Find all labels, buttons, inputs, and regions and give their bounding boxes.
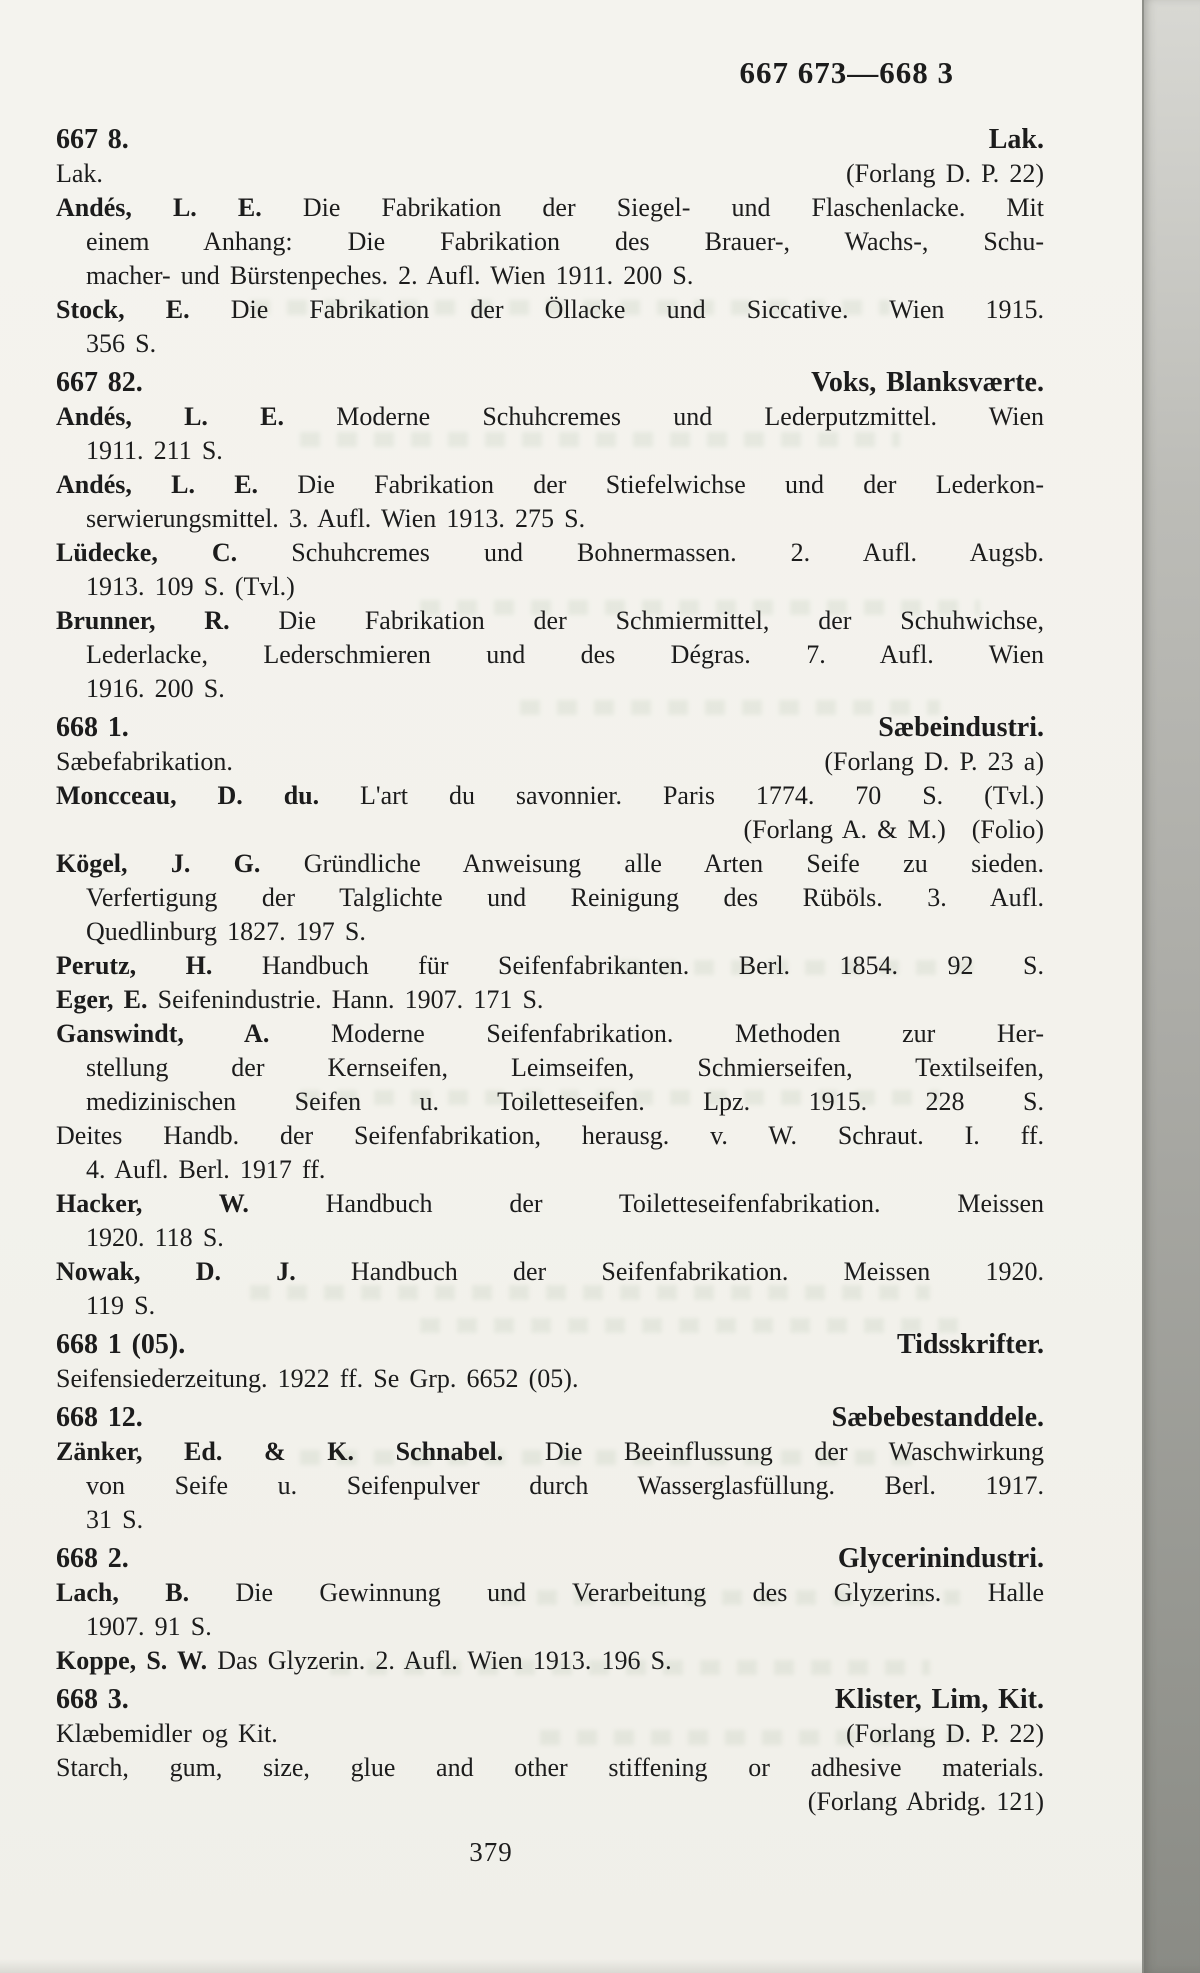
- running-head: 667 673—668 3: [739, 55, 954, 90]
- subject-label: Klæbemidler og Kit.: [56, 1719, 278, 1748]
- section-number: 668 3.: [56, 1684, 129, 1715]
- page-footer: [56, 1835, 1044, 1869]
- section-number: 668 12.: [56, 1402, 143, 1433]
- entry-text: einem Anhang: Die Fabrikation des Brauer-, Wachs-, Schu-: [86, 227, 1044, 256]
- entry-author: Lüdecke, C.: [56, 538, 238, 567]
- entry-line: [56, 1435, 1044, 1469]
- subject-label: Lak.: [56, 159, 103, 188]
- section-title: Glycerinindustri.: [837, 1543, 1044, 1574]
- section-heading-row: [56, 366, 1044, 400]
- entry-author: Nowak, D. J.: [56, 1257, 296, 1286]
- entry-text: 1911. 211 S.: [86, 436, 223, 465]
- entry-line: [56, 570, 1044, 604]
- entry-text: von Seife u. Seifenpulver durch Wasserglasfüllung. Berl. 1917.: [86, 1471, 1044, 1500]
- entry-line: [56, 1469, 1044, 1503]
- entry-text: Seifenindustrie. Hann. 1907. 171 S.: [147, 985, 544, 1014]
- section-heading-row: [56, 1328, 1044, 1362]
- entry-line: [56, 604, 1044, 638]
- entry-text: Starch, gum, size, glue and other stiffening or adhesive materials.: [56, 1753, 1044, 1782]
- entry-text: Gründliche Anweisung alle Arten Seife zu sieden.: [260, 849, 1044, 878]
- entry-text: 119 S.: [86, 1291, 156, 1320]
- entry-line: [56, 536, 1044, 570]
- entry-line: [56, 1187, 1044, 1221]
- entry-text: (Forlang A. & M.) (Folio): [743, 815, 1044, 844]
- section-heading-row: [56, 1683, 1044, 1717]
- entry-line: [56, 847, 1044, 881]
- section-heading-row: [56, 123, 1044, 157]
- entry-line: [56, 502, 1044, 536]
- entry-text: serwierungsmittel. 3. Aufl. Wien 1913. 275 S.: [86, 504, 586, 533]
- entry-line: [56, 1017, 1044, 1051]
- entry-line: [56, 1119, 1044, 1153]
- entry-line: [56, 1051, 1044, 1085]
- entry-line: [56, 434, 1044, 468]
- entry-text: Die Fabrikation der Siegel- und Flaschenlacke. Mit: [261, 193, 1044, 222]
- entry-line: [56, 915, 1044, 949]
- section-title: Klister, Lim, Kit.: [834, 1684, 1044, 1715]
- entry-author: Kögel, J. G.: [56, 849, 261, 878]
- section-number: 668 1.: [56, 712, 129, 743]
- entry-text: Deites Handb. der Seifenfabrikation, herausg. v. W. Schraut. I. ff.: [56, 1121, 1044, 1150]
- entry-line: [56, 881, 1044, 915]
- entry-text: Seifensiederzeitung. 1922 ff. Se Grp. 6652 (05).: [56, 1364, 579, 1393]
- entry-text: Quedlinburg 1827. 197 S.: [86, 917, 366, 946]
- entry-line: [56, 1221, 1044, 1255]
- entry-line: [56, 779, 1044, 813]
- entry-text: (Forlang Abridg. 121): [807, 1787, 1044, 1816]
- section-number: 667 8.: [56, 124, 129, 155]
- entry-text: Die Beeinflussung der Waschwirkung: [503, 1437, 1044, 1466]
- section-number: 667 82.: [56, 367, 143, 398]
- entry-author: Andés, L. E.: [56, 470, 259, 499]
- entry-line: [56, 1785, 1044, 1819]
- entry-line: [56, 672, 1044, 706]
- entry-text: 1913. 109 S. (Tvl.): [86, 572, 295, 601]
- entry-line: [56, 293, 1044, 327]
- section-title: Lak.: [988, 124, 1044, 155]
- entry-line: [56, 1153, 1044, 1187]
- scan-bottom-shadow: [0, 1959, 1200, 1973]
- bibliography-list: [56, 123, 1044, 1819]
- entry-text: macher- und Bürstenpeches. 2. Aufl. Wien 1911. 200 S.: [86, 261, 694, 290]
- entry-line: [56, 225, 1044, 259]
- entry-text: Lederlacke, Lederschmieren und des Dégras. 7. Aufl. Wien: [86, 640, 1044, 669]
- forlang-reference: (Forlang D. P. 22): [846, 1719, 1044, 1748]
- forlang-row: [56, 745, 1044, 779]
- entry-line: [56, 1610, 1044, 1644]
- entry-text: Handbuch der Seifenfabrikation. Meissen 1920.: [295, 1257, 1044, 1286]
- entry-text: Handbuch für Seifenfabrikanten. Berl. 1854. 92 S.: [212, 951, 1045, 980]
- section-number: 668 1 (05).: [56, 1329, 186, 1360]
- entry-author: Eger, E.: [56, 985, 148, 1014]
- entry-text: stellung der Kernseifen, Leimseifen, Schmierseifen, Textilseifen,: [86, 1053, 1044, 1082]
- subject-label: Sæbefabrikation.: [56, 747, 233, 776]
- entry-line: [56, 400, 1044, 434]
- entry-author: Andés, L. E.: [56, 193, 262, 222]
- entry-author: Perutz, H.: [56, 951, 213, 980]
- section-number: 668 2.: [56, 1543, 129, 1574]
- entry-text: Die Fabrikation der Öllacke und Siccative. Wien 1915.: [189, 295, 1044, 324]
- entry-author: Zänker, Ed. & K. Schnabel.: [56, 1437, 504, 1466]
- section-heading-row: [56, 711, 1044, 745]
- entry-text: medizinischen Seifen u. Toiletteseifen. Lpz. 1915. 228 S.: [86, 1087, 1044, 1116]
- entry-text: Die Gewinnung und Verarbeitung des Glyzerins. Halle: [189, 1578, 1045, 1607]
- entry-line: [56, 1255, 1044, 1289]
- entry-text: 356 S.: [86, 329, 157, 358]
- entry-author: Stock, E.: [56, 295, 190, 324]
- section-title: Sæbeindustri.: [878, 712, 1044, 743]
- section-title: Tidsskrifter.: [896, 1329, 1044, 1360]
- entry-text: Schuhcremes und Bohnermassen. 2. Aufl. Augsb.: [237, 538, 1044, 567]
- entry-line: [56, 327, 1044, 361]
- entry-line: [56, 259, 1044, 293]
- section-title: Voks, Blanksværte.: [811, 367, 1044, 398]
- entry-line: [56, 983, 1044, 1017]
- entry-line: [56, 468, 1044, 502]
- entry-text: 4. Aufl. Berl. 1917 ff.: [86, 1155, 326, 1184]
- entry-author: Ganswindt, A.: [56, 1019, 270, 1048]
- entry-text: 1907. 91 S.: [86, 1612, 212, 1641]
- section-heading-row: [56, 1542, 1044, 1576]
- forlang-row: [56, 157, 1044, 191]
- entry-text: Das Glyzerin. 2. Aufl. Wien 1913. 196 S.: [207, 1646, 672, 1675]
- entry-line: [56, 191, 1044, 225]
- entry-author: Andés, L. E.: [56, 402, 285, 431]
- section-heading-row: [56, 1401, 1044, 1435]
- entry-line: [56, 949, 1044, 983]
- entry-text: Moderne Seifenfabrikation. Methoden zur Her-: [269, 1019, 1044, 1048]
- entry-author: Hacker, W.: [56, 1189, 249, 1218]
- scan-edge-shadow: [1142, 0, 1200, 1973]
- entry-author: Moncceau, D. du.: [56, 781, 320, 810]
- entry-line: [56, 813, 1044, 847]
- entry-text: Moderne Schuhcremes und Lederputzmittel. Wien: [284, 402, 1044, 431]
- entry-line: [56, 1644, 1044, 1678]
- entry-line: [56, 638, 1044, 672]
- entry-author: Koppe, S. W.: [56, 1646, 208, 1675]
- entry-author: Lach, B.: [56, 1578, 190, 1607]
- entry-line: [56, 1576, 1044, 1610]
- entry-line: [56, 1289, 1044, 1323]
- forlang-reference: (Forlang D. P. 23 a): [824, 747, 1044, 776]
- forlang-row: [56, 1717, 1044, 1751]
- entry-text: Die Fabrikation der Schmiermittel, der Schuhwichse,: [229, 606, 1045, 635]
- entry-line: [56, 1085, 1044, 1119]
- page-number: 379: [469, 1837, 513, 1867]
- entry-line: [56, 1503, 1044, 1537]
- forlang-reference: (Forlang D. P. 22): [846, 159, 1044, 188]
- entry-text: Handbuch der Toiletteseifenfabrikation. Meissen: [248, 1189, 1045, 1218]
- section-title: Sæbebestanddele.: [831, 1402, 1044, 1433]
- entry-text: Die Fabrikation der Stiefelwichse und der Lederkon-: [258, 470, 1044, 499]
- entry-line: [56, 1362, 1044, 1396]
- text-block: [56, 56, 1044, 1869]
- entry-text: Verfertigung der Talglichte und Reinigung des Rüböls. 3. Aufl.: [86, 883, 1044, 912]
- entry-author: Brunner, R.: [56, 606, 230, 635]
- entry-text: 31 S.: [86, 1505, 144, 1534]
- entry-text: L'art du savonnier. Paris 1774. 70 S. (Tvl.): [319, 781, 1044, 810]
- entry-line: [56, 1751, 1044, 1785]
- entry-text: 1920. 118 S.: [86, 1223, 224, 1252]
- entry-text: 1916. 200 S.: [86, 674, 225, 703]
